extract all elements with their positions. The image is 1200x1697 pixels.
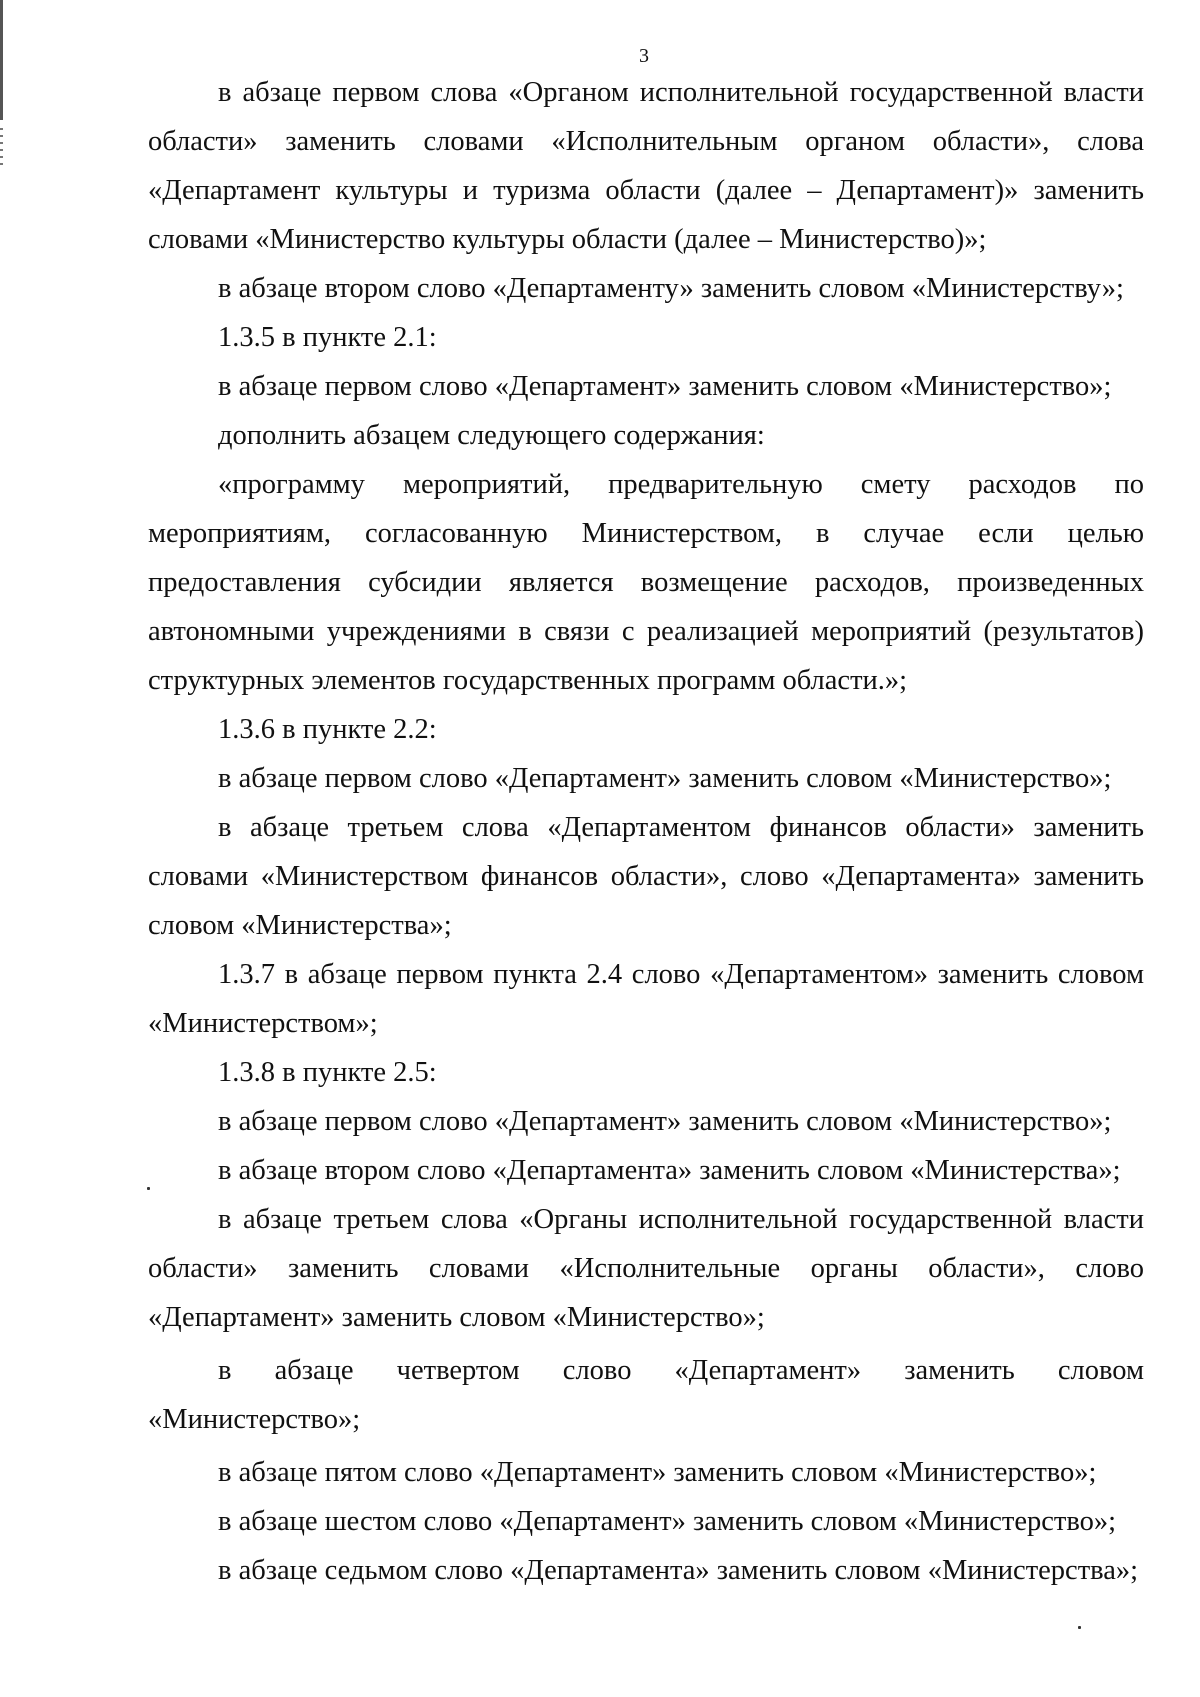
scan-speck [1078, 1626, 1081, 1629]
paragraph-3: 1.3.5 в пункте 2.1: [218, 322, 437, 353]
paragraph-4: в абзаце первом слово «Департамент» заменить словом «Министерство»; [218, 371, 1112, 402]
scan-speck [147, 1187, 150, 1190]
paragraph-7: 1.3.6 в пункте 2.2: [218, 714, 437, 745]
paragraph-12: в абзаце первом слово «Департамент» заменить словом «Министерство»; [218, 1106, 1112, 1137]
paragraph-2: в абзаце втором слово «Департаменту» заменить словом «Министерству»; [218, 273, 1124, 304]
paragraph-5: дополнить абзацем следующего содержания: [218, 420, 765, 451]
paragraph-6: «программу мероприятий, предварительную смету расходов по мероприятиям, согласованную Министерством, в случае если целью предоставления субсидии является возмещение расходов, произведенных автономными учреждениями в связи с реализацией мероприятий (результатов) структурных элементов государственных программ области.»; [148, 469, 1144, 696]
page-number: 3 [639, 45, 649, 67]
paragraph-16: в абзаце пятом слово «Департамент» заменить словом «Министерство»; [218, 1457, 1097, 1488]
paragraph-14: в абзаце третьем слова «Органы исполнительной государственной власти области» заменить словами «Исполнительные органы области», слово «Департамент» заменить словом «Министерство»; [148, 1204, 1144, 1333]
paragraph-8: в абзаце первом слово «Департамент» заменить словом «Министерство»; [218, 763, 1112, 794]
paragraph-9: в абзаце третьем слова «Департаментом финансов области» заменить словами «Министерством финансов области», слово «Департамента» заменить словом «Министерства»; [148, 812, 1144, 941]
paragraph-1: в абзаце первом слова «Органом исполнительной государственной власти области» заменить словами «Исполнительным органом области», слова «Департамент культуры и туризма области (далее – Департамент)» заменить словами «Министерство культуры области (далее – Министерство)»; [148, 77, 1144, 255]
scan-edge-mark [0, 0, 3, 120]
document-body [148, 68, 1144, 1595]
paragraph-10: 1.3.7 в абзаце первом пункта 2.4 слово «Департаментом» заменить словом «Министерством»; [148, 959, 1144, 1039]
paragraph-15: в абзаце четвертом слово «Департамент» заменить словом «Министерство»; [148, 1355, 1144, 1435]
paragraph-13: в абзаце втором слово «Департамента» заменить словом «Министерства»; [218, 1155, 1121, 1186]
paragraph-18: в абзаце седьмом слово «Департамента» заменить словом «Министерства»; [218, 1555, 1139, 1586]
scan-edge-ticks [0, 128, 3, 170]
paragraph-17: в абзаце шестом слово «Департамент» заменить словом «Министерство»; [218, 1506, 1117, 1537]
paragraph-11: 1.3.8 в пункте 2.5: [218, 1057, 437, 1088]
